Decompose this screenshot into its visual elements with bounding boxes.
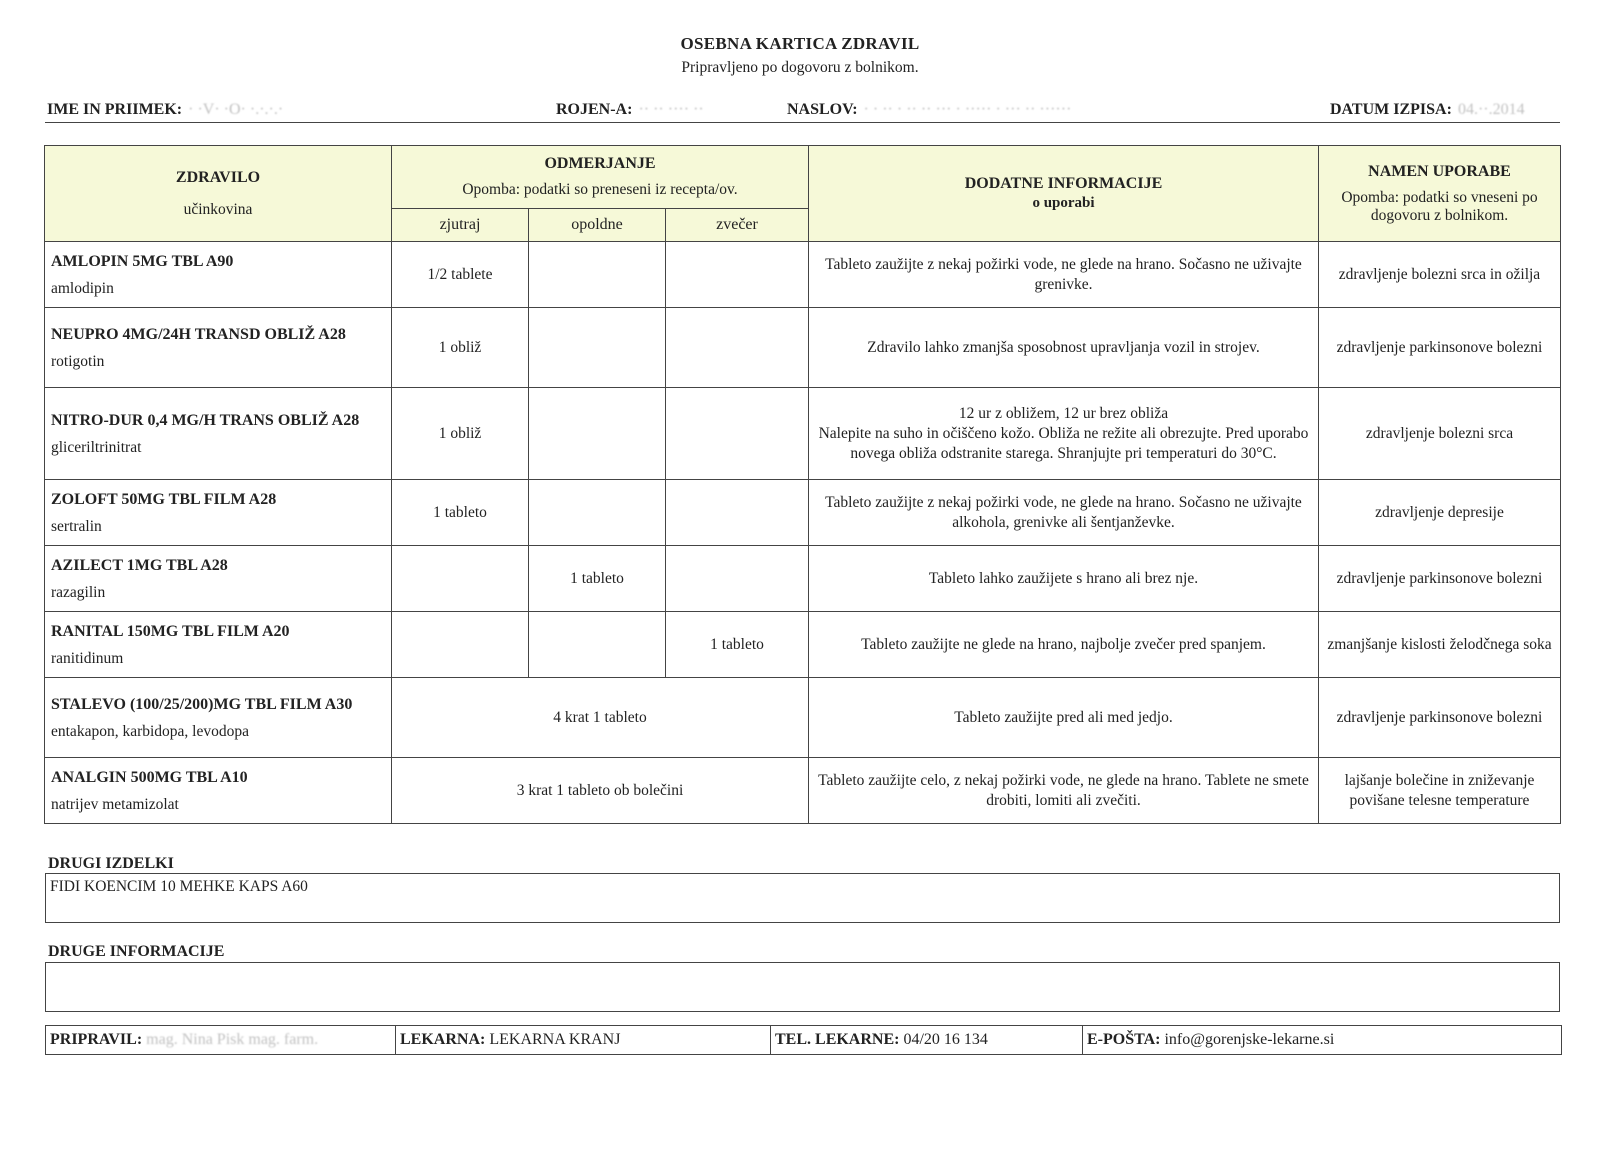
col-purpose-header [1319, 146, 1561, 242]
dose-morning: 1/2 tablete [392, 242, 529, 308]
patient-name-field [47, 101, 283, 119]
dose-combined: 4 krat 1 tableto [392, 678, 809, 758]
drug-cell [45, 546, 392, 612]
dose-noon [529, 308, 666, 388]
table-row [45, 612, 1561, 678]
col-evening-header: zvečer [666, 209, 809, 242]
usage-purpose: zdravljenje bolezni srca in ožilja [1319, 242, 1561, 308]
usage-purpose: zmanjšanje kislosti želodčnega soka [1319, 612, 1561, 678]
dose-morning: 1 tableto [392, 480, 529, 546]
print-date-field [1330, 101, 1525, 119]
table-row [45, 546, 1561, 612]
drug-substance: gliceriltrinitrat [51, 438, 142, 456]
usage-info: Tableto zaužijte ne glede na hrano, najbolje zvečer pred spanjem. [809, 612, 1319, 678]
drug-substance: natrijev metamizolat [51, 795, 179, 813]
drug-substance: entakapon, karbidopa, levodopa [51, 722, 249, 740]
dose-morning: 1 obliž [392, 308, 529, 388]
patient-name-label: IME IN PRIIMEK: [47, 101, 183, 118]
print-date-value: 04.··.2014 [1457, 101, 1525, 118]
drug-substance: ranitidinum [51, 649, 124, 667]
table-row [45, 388, 1561, 480]
document-title: OSEBNA KARTICA ZDRAVIL [680, 34, 920, 53]
col-drug-header [45, 146, 392, 242]
table-row [45, 480, 1561, 546]
usage-info: Tableto zaužijte z nekaj požirki vode, ne glede na hrano. Sočasno ne uživajte alkohola, grenivke ali šentjanževke. [809, 480, 1319, 546]
usage-info: Tableto zaužijte z nekaj požirki vode, ne glede na hrano. Sočasno ne uživajte grenivke. [809, 242, 1319, 308]
dose-noon [529, 612, 666, 678]
patient-born-value: ·· ·· ···· ·· [638, 101, 704, 118]
dose-noon [529, 388, 666, 480]
medication-table [44, 145, 1561, 824]
drug-name: RANITAL 150MG TBL FILM A20 [51, 622, 290, 640]
email-cell [1083, 1026, 1562, 1055]
other-info-box [45, 962, 1560, 1012]
drug-name: NEUPRO 4MG/24H TRANSD OBLIŽ A28 [51, 325, 346, 343]
usage-info: Tableto zaužijte celo, z nekaj požirki vode, ne glede na hrano. Tablete ne smete drobiti, lomiti ali zvečiti. [809, 758, 1319, 824]
dose-noon [529, 480, 666, 546]
document-subtitle: Pripravljeno po dogovoru z bolnikom. [681, 59, 919, 76]
drug-name: STALEVO (100/25/200)MG TBL FILM A30 [51, 695, 353, 713]
other-info-label: DRUGE INFORMACIJE [48, 943, 225, 960]
col-purpose-title: NAMEN UPORABE [1368, 162, 1511, 180]
drug-cell [45, 612, 392, 678]
email-label: E-POŠTA: [1087, 1031, 1161, 1048]
usage-purpose: zdravljenje parkinsonove bolezni [1319, 308, 1561, 388]
usage-purpose: zdravljenje parkinsonove bolezni [1319, 546, 1561, 612]
drug-cell [45, 678, 392, 758]
patient-name-value: · ·V· ·O· ·.·.·.· [188, 101, 284, 118]
col-dose-note: Opomba: podatki so preneseni iz recepta/ov. [462, 181, 738, 198]
other-products-box [45, 873, 1560, 923]
phone-label: TEL. LEKARNE: [775, 1031, 900, 1048]
drug-substance: razagilin [51, 583, 106, 601]
drug-substance: rotigotin [51, 352, 105, 370]
dose-morning [392, 612, 529, 678]
table-row [45, 678, 1561, 758]
col-info-header [809, 146, 1319, 242]
table-row [45, 242, 1561, 308]
drug-cell [45, 388, 392, 480]
col-noon-header: opoldne [529, 209, 666, 242]
prepared-by-label: PRIPRAVIL: [50, 1031, 143, 1048]
drug-name: AMLOPIN 5MG TBL A90 [51, 252, 234, 270]
dose-morning [392, 546, 529, 612]
usage-info: Tableto zaužijte pred ali med jedjo. [809, 678, 1319, 758]
patient-address-label: NASLOV: [787, 101, 858, 118]
table-row [45, 308, 1561, 388]
table-row [45, 758, 1561, 824]
usage-info: Tableto lahko zaužijete s hrano ali brez nje. [809, 546, 1319, 612]
footer-table [45, 1025, 1562, 1055]
dose-noon: 1 tableto [529, 546, 666, 612]
pharmacy-value: LEKARNA KRANJ [489, 1031, 621, 1048]
drug-cell [45, 308, 392, 388]
usage-purpose: zdravljenje parkinsonove bolezni [1319, 678, 1561, 758]
drug-cell [45, 480, 392, 546]
phone-value: 04/20 16 134 [903, 1031, 988, 1048]
dose-evening [666, 546, 809, 612]
drug-substance: amlodipin [51, 279, 114, 297]
col-purpose-note: Opomba: podatki so vneseni po dogovoru z bolnikom. [1341, 188, 1538, 224]
email-value: info@gorenjske-lekarne.si [1164, 1031, 1335, 1048]
usage-info-line: Nalepite na suho in očiščeno kožo. Obliža ne režite ali obrezujte. Pred uporabo novega obliža odstranite starega. Shranjujte pri temperaturi do 30°C. [818, 424, 1309, 462]
dose-evening [666, 388, 809, 480]
drug-name: ANALGIN 500MG TBL A10 [51, 768, 248, 786]
prepared-by-cell [46, 1026, 396, 1055]
col-info-subtitle: o uporabi [1032, 195, 1095, 211]
pharmacy-label: LEKARNA: [400, 1031, 486, 1048]
dose-evening [666, 308, 809, 388]
drug-cell [45, 242, 392, 308]
header-divider [45, 122, 1560, 123]
print-date-label: DATUM IZPISA: [1330, 101, 1452, 118]
patient-address-value: · · ·· · ·· ·· ··· · ····· · ··· ·· ······ [863, 101, 1072, 118]
prepared-by-value: mag. Nina Pisk mag. farm. [146, 1031, 319, 1048]
dose-morning: 1 obliž [392, 388, 529, 480]
dose-evening: 1 tableto [666, 612, 809, 678]
usage-info: Zdravilo lahko zmanjša sposobnost upravljanja vozil in strojev. [809, 308, 1319, 388]
col-drug-subtitle: učinkovina [183, 200, 253, 218]
col-drug-title: ZDRAVILO [175, 168, 261, 186]
drug-name: AZILECT 1MG TBL A28 [51, 556, 228, 574]
pharmacy-cell [396, 1026, 771, 1055]
patient-born-field [556, 101, 704, 119]
phone-cell [771, 1026, 1083, 1055]
usage-purpose: zdravljenje bolezni srca [1319, 388, 1561, 480]
drug-name: ZOLOFT 50MG TBL FILM A28 [51, 490, 277, 508]
col-info-title: DODATNE INFORMACIJE [964, 175, 1163, 192]
other-products-label: DRUGI IZDELKI [48, 855, 174, 872]
drug-cell [45, 758, 392, 824]
drug-name: NITRO-DUR 0,4 MG/H TRANS OBLIŽ A28 [51, 411, 360, 429]
patient-born-label: ROJEN-A: [556, 101, 633, 118]
usage-purpose: zdravljenje depresije [1319, 480, 1561, 546]
dose-evening [666, 480, 809, 546]
dose-combined: 3 krat 1 tableto ob bolečini [392, 758, 809, 824]
drug-substance: sertralin [51, 517, 102, 535]
usage-info-line: 12 ur z obližem, 12 ur brez obliža [958, 404, 1169, 422]
col-dose-header [392, 146, 809, 209]
patient-address-field [787, 101, 1071, 119]
dose-evening [666, 242, 809, 308]
other-products-value: FIDI KOENCIM 10 MEHKE KAPS A60 [50, 878, 308, 895]
dose-noon [529, 242, 666, 308]
col-morning-header: zjutraj [392, 209, 529, 242]
col-dose-title: ODMERJANJE [544, 155, 656, 172]
usage-purpose: lajšanje bolečine in zniževanje povišane telesne temperature [1319, 758, 1561, 824]
usage-info [809, 388, 1319, 480]
